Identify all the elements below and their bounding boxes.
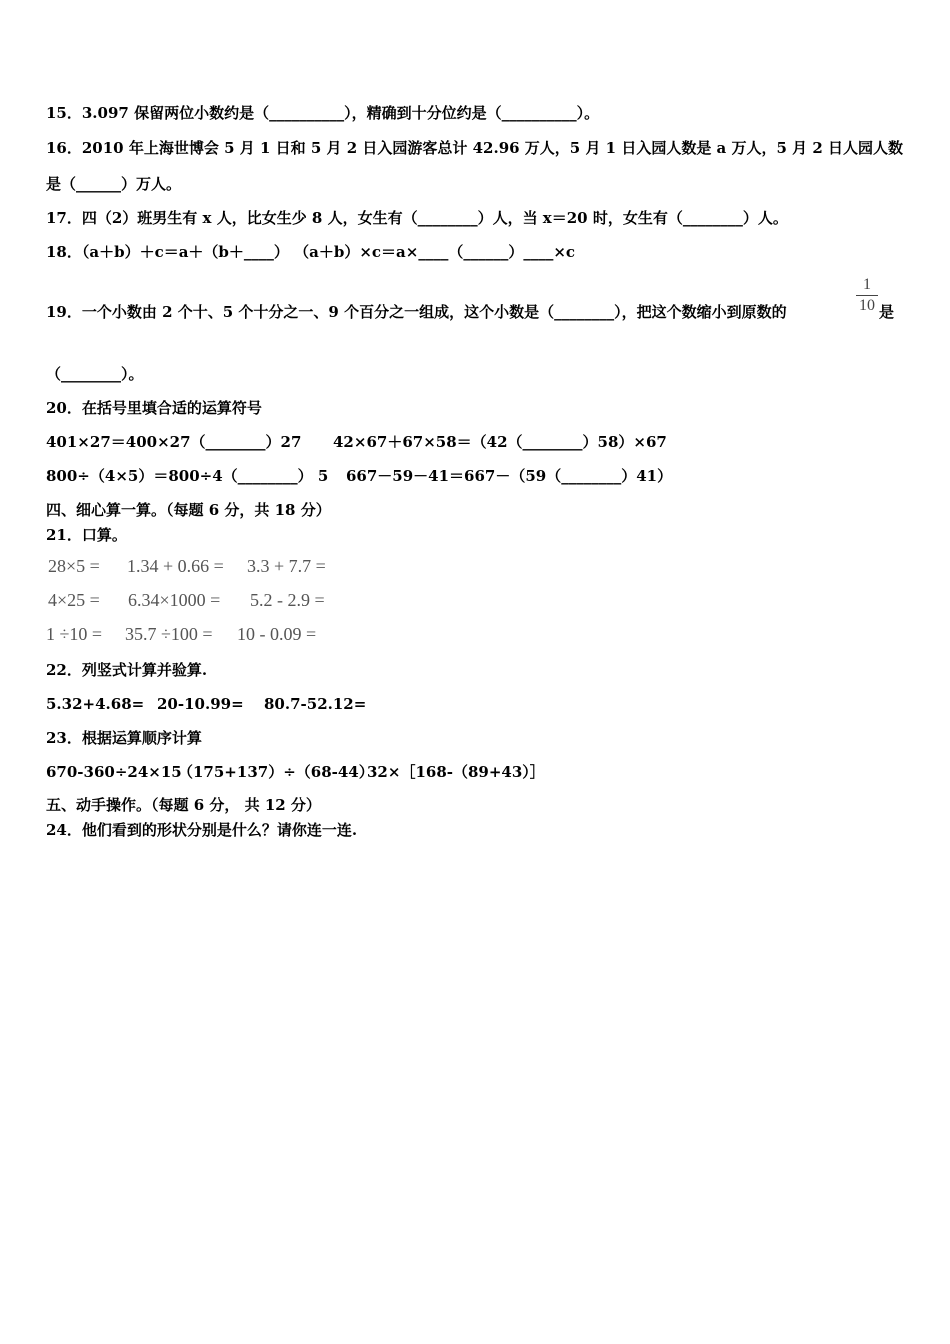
question-23-item-2: （175+137）÷（68-44） (178, 763, 374, 781)
fraction-denominator: 10 (859, 297, 875, 314)
oral-r3-c3: 10 - 0.09 = (237, 624, 317, 644)
section-4-title: 四、细心算一算。（每题 6 分，共 18 分） (46, 501, 331, 519)
question-19-tail: 是 (879, 303, 895, 321)
oral-r2-c2: 6.34×1000 = (128, 590, 221, 610)
fraction-one-tenth (856, 276, 878, 315)
question-22-title: 22．列竖式计算并验算. (46, 661, 208, 679)
question-22-item-3: 80.7-52.12= (264, 695, 367, 713)
question-17: 17．四（2）班男生有 x 人，比女生少 8 人，女生有（________）人，当 x＝20 时，女生有（________）人。 (46, 209, 788, 227)
question-20-title: 20．在括号里填合适的运算符号 (46, 399, 262, 417)
question-20-row2-right: 667－59－41＝667－（59（________）41） (346, 467, 673, 485)
question-20-row1-left: 401×27＝400×27（________）27 (46, 433, 302, 451)
question-21-title: 21．口算。 (46, 526, 127, 544)
oral-r3-c2: 35.7 ÷100 = (125, 624, 213, 644)
question-24-title: 24．他们看到的形状分别是什么？请你连一连. (46, 821, 358, 839)
oral-r2-c3: 5.2 - 2.9 = (250, 590, 325, 610)
oral-r1-c3: 3.3 + 7.7 = (247, 556, 326, 576)
question-15: 15．3.097 保留两位小数约是（__________），精确到十分位约是（__________）。 (46, 104, 600, 122)
question-16-line1: 16．2010 年上海世博会 5 月 1 日和 5 月 2 日入园游客总计 42.96 万人，5 月 1 日入园人数是 a 万人，5 月 2 日人园人数 (46, 139, 904, 157)
oral-r2-c1: 4×25 = (48, 590, 100, 610)
question-22-item-1: 5.32+4.68= (46, 695, 145, 713)
oral-r1-c1: 28×5 = (48, 556, 100, 576)
question-22-item-2: 20-10.99= (157, 695, 244, 713)
question-18: 18．（a＋b）＋c＝a＋（b＋____） （a＋b）×c＝a×____（______）____×c (46, 243, 576, 261)
question-23-item-1: 670-360÷24×15 (46, 763, 182, 781)
fraction-bar (856, 295, 878, 296)
oral-r1-c2: 1.34 + 0.66 = (127, 556, 224, 576)
question-19-line2: （________）。 (46, 365, 144, 383)
question-19-line1: 19．一个小数由 2 个十、5 个十分之一、9 个百分之一组成，这个小数是（________），把这个数缩小到原数的 (46, 303, 787, 321)
question-20-row1-right: 42×67＋67×58＝（42（________）58）×67 (333, 433, 667, 451)
question-23-title: 23．根据运算顺序计算 (46, 729, 202, 747)
question-16-line2: 是（______）万人。 (46, 175, 182, 193)
fraction-numerator: 1 (863, 276, 871, 293)
question-20-row2-left: 800÷（4×5）＝800÷4（________） 5 (46, 467, 329, 485)
oral-r3-c1: 1 ÷10 = (46, 624, 103, 644)
question-23-item-3: 32×［168-（89+43）］ (367, 763, 545, 781)
section-5-title: 五、动手操作。（每题 6 分， 共 12 分） (46, 796, 321, 814)
